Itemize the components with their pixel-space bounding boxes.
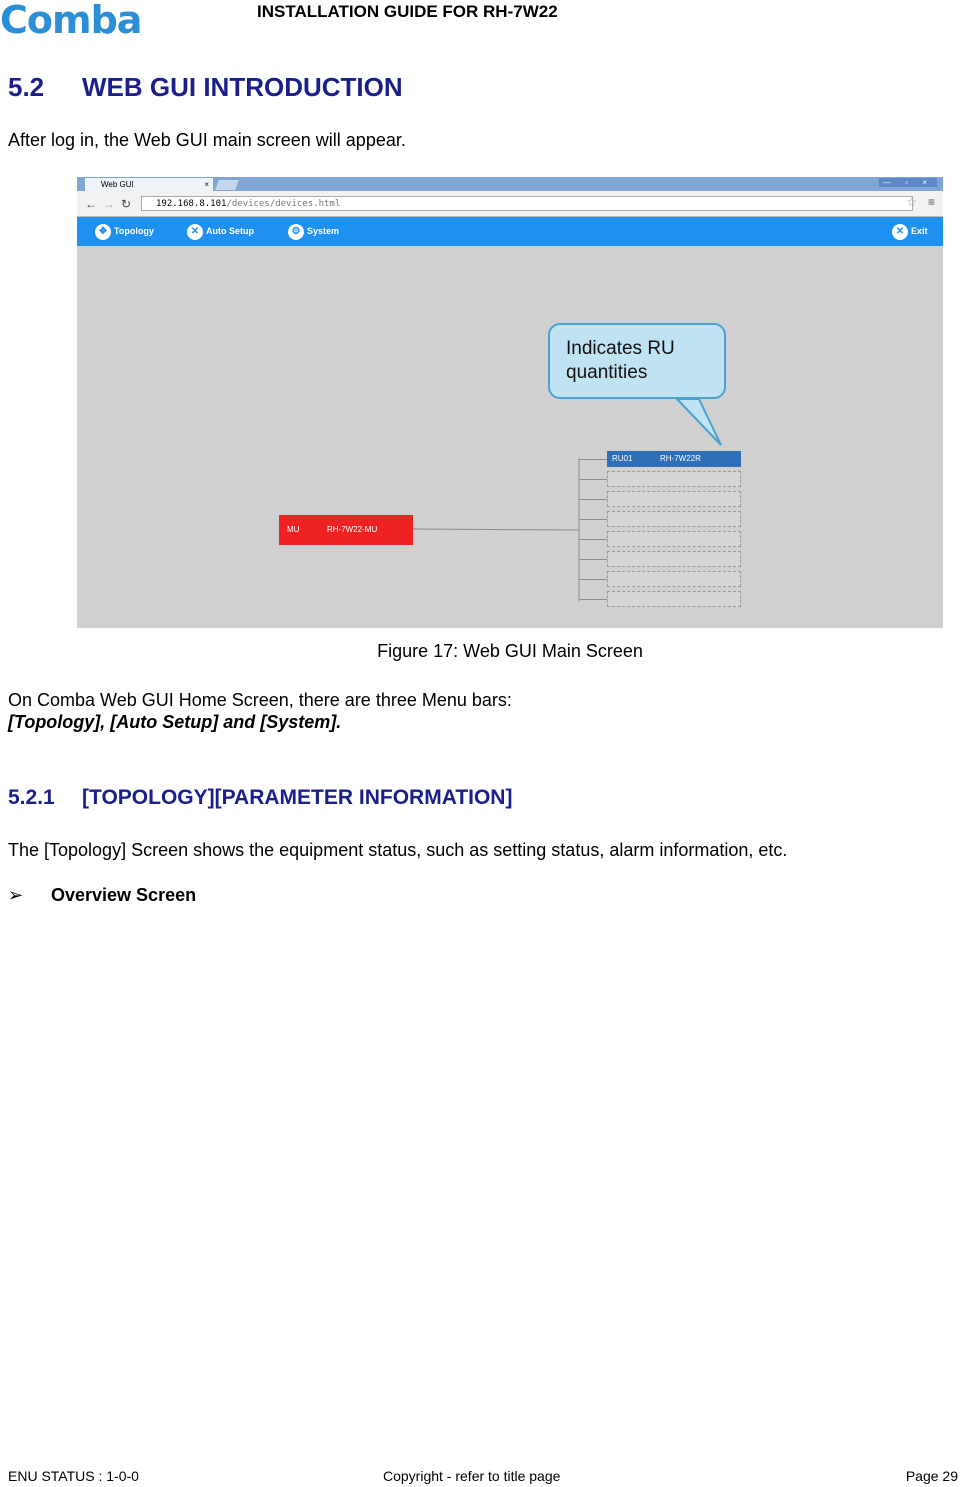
mu-node[interactable] bbox=[279, 515, 413, 545]
footer-status: ENU STATUS : 1-0-0 bbox=[8, 1468, 139, 1484]
topology-icon: ❖ bbox=[95, 224, 111, 240]
ru-quantity-callout: Indicates RU quantities bbox=[548, 323, 726, 399]
wrench-icon: ✕ bbox=[187, 224, 203, 240]
subsection-number: 5.2.1 bbox=[8, 786, 55, 809]
footer-copyright: Copyright - refer to title page bbox=[383, 1468, 561, 1484]
mu-link-line bbox=[413, 529, 579, 530]
intro-paragraph: After log in, the Web GUI main screen will appear. bbox=[8, 130, 406, 150]
ru-slot-empty[interactable] bbox=[607, 591, 741, 607]
gear-icon: ⚙ bbox=[288, 224, 304, 240]
exit-icon: ✕ bbox=[892, 224, 908, 240]
url-path: /devices/devices.html bbox=[226, 199, 341, 209]
bullet-overview-screen: Overview Screen bbox=[51, 885, 197, 905]
forward-icon[interactable]: → bbox=[103, 197, 115, 211]
arrow-bullet-icon: ➢ bbox=[8, 885, 24, 905]
topology-lines bbox=[77, 177, 943, 628]
ru-connector bbox=[579, 519, 607, 520]
callout-pointer bbox=[677, 399, 721, 445]
ru-connector bbox=[579, 499, 607, 500]
figure-caption: Figure 17: Web GUI Main Screen bbox=[377, 641, 643, 661]
back-icon[interactable]: ← bbox=[85, 197, 97, 211]
bookmark-star-icon[interactable]: ☆ bbox=[906, 195, 917, 209]
mu-model: RH-7W22-MU bbox=[327, 525, 378, 534]
ru-slot-empty[interactable] bbox=[607, 511, 741, 527]
browser-menu-icon[interactable]: ≡ bbox=[927, 195, 935, 209]
ru-connector bbox=[579, 459, 607, 460]
ru-connector bbox=[579, 599, 607, 600]
footer-page-number: Page 29 bbox=[905, 1468, 958, 1484]
ru-slot-empty[interactable] bbox=[607, 551, 741, 567]
section-number: 5.2 bbox=[8, 72, 45, 102]
ru-id: RU01 bbox=[612, 454, 633, 463]
web-gui-screenshot bbox=[77, 177, 943, 628]
topology-paragraph: The [Topology] Screen shows the equipment status, such as setting status, alarm information, etc. bbox=[8, 840, 788, 860]
ru-connector bbox=[579, 539, 607, 540]
ru-slot-empty[interactable] bbox=[607, 491, 741, 507]
document-title: INSTALLATION GUIDE FOR RH-7W22 bbox=[257, 2, 558, 21]
mu-id: MU bbox=[287, 525, 300, 534]
ru-node[interactable] bbox=[607, 451, 741, 467]
tab-label: Web GUI bbox=[101, 180, 134, 189]
menu-bars-list: [Topology], [Auto Setup] and [System]. bbox=[8, 712, 342, 732]
window-controls[interactable]: — ▫ × bbox=[879, 178, 937, 187]
menu-system-label: System bbox=[307, 226, 340, 236]
reload-icon[interactable]: ↻ bbox=[121, 197, 132, 211]
ru-slot-empty[interactable] bbox=[607, 471, 741, 487]
tab-close-icon[interactable]: × bbox=[204, 180, 209, 189]
ru-model: RH-7W22R bbox=[660, 454, 701, 463]
menu-bars-paragraph: On Comba Web GUI Home Screen, there are three Menu bars: bbox=[8, 690, 512, 710]
comba-logo: Comba bbox=[0, 0, 142, 42]
menu-topology-label: Topology bbox=[114, 226, 154, 236]
menu-auto-setup-label: Auto Setup bbox=[206, 226, 254, 236]
ru-connector bbox=[579, 479, 607, 480]
ru-slot-empty[interactable] bbox=[607, 531, 741, 547]
menu-exit-label: Exit bbox=[911, 226, 928, 236]
ru-connector bbox=[579, 579, 607, 580]
url-host: 192.168.8.101 bbox=[156, 199, 227, 209]
ru-slot-empty[interactable] bbox=[607, 571, 741, 587]
section-title: WEB GUI INTRODUCTION bbox=[82, 72, 403, 102]
subsection-title: [TOPOLOGY][PARAMETER INFORMATION] bbox=[82, 786, 513, 809]
ru-connector bbox=[579, 559, 607, 560]
